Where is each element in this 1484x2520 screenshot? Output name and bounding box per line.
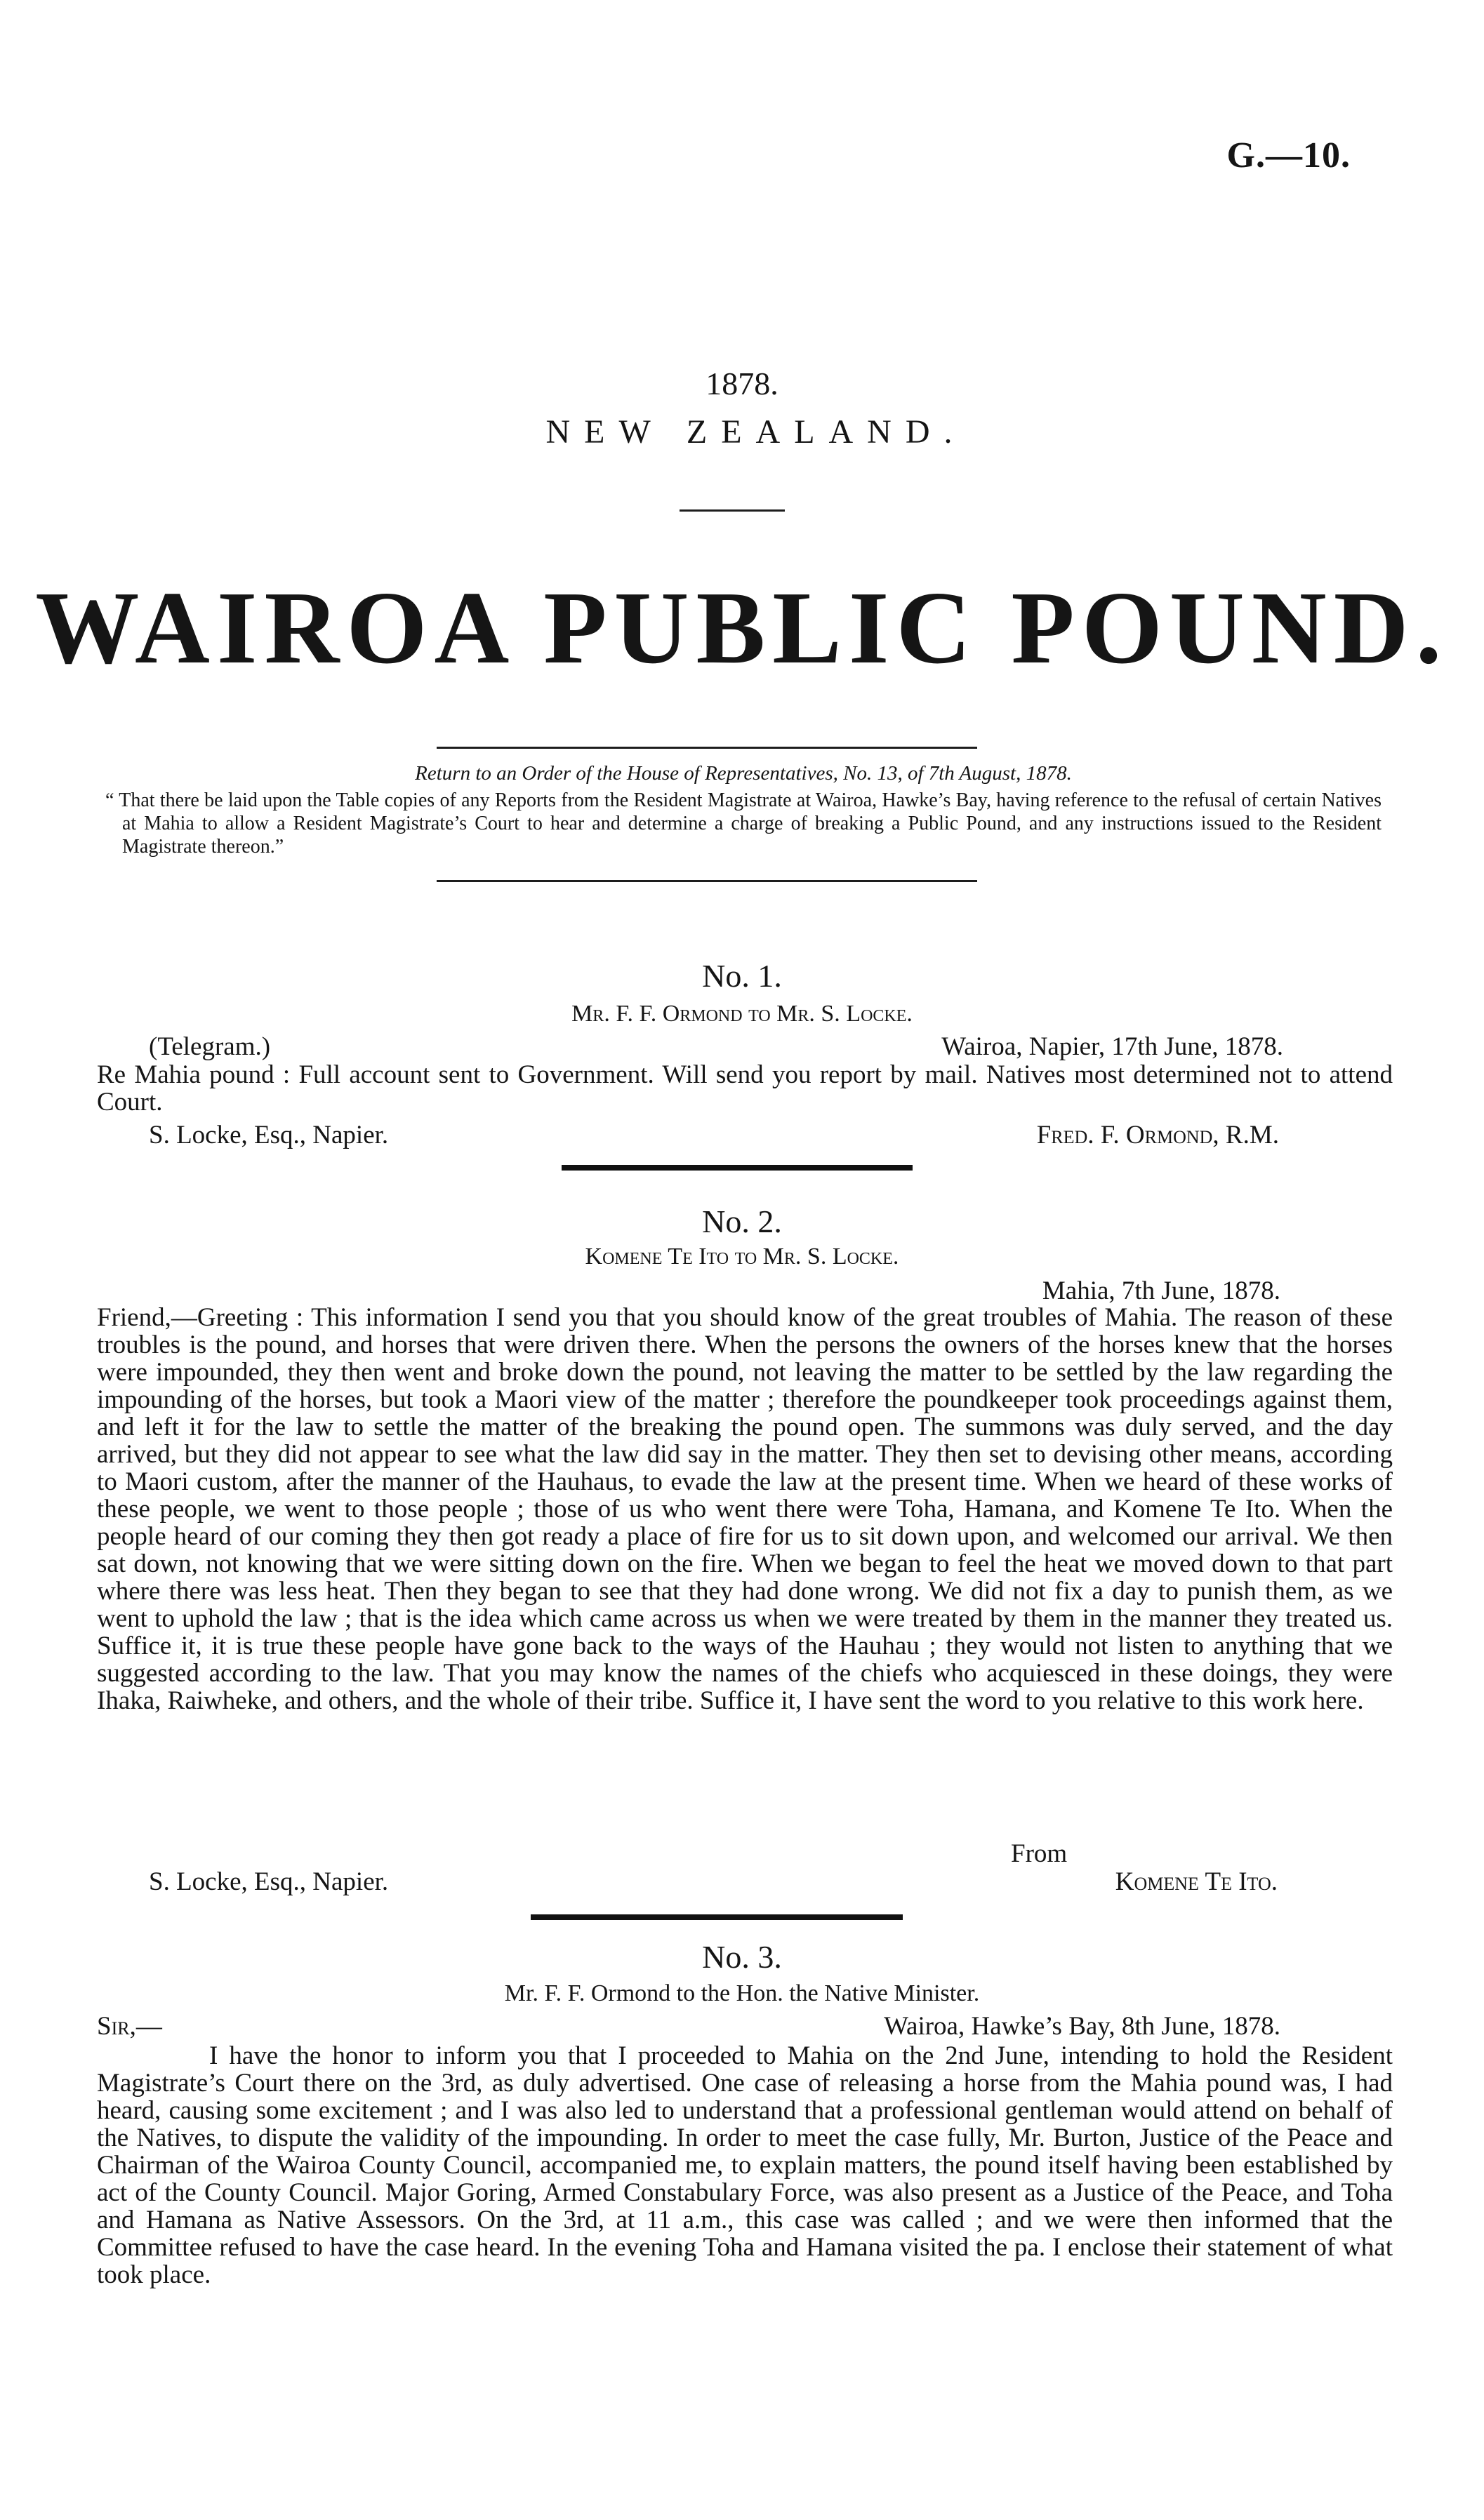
section-number: No. 1. [702, 958, 782, 994]
document-code: G.—10. [1226, 135, 1351, 175]
body-paragraph: I have the honor to inform you that I proceeded to Mahia on the 2nd June, intending to hold the Resident Magistrate’s Court there on the 3rd, as duly advertised. One case of releasing a horse from the Mahia pound was, I had heard, causing some excitement ; and I was also led to understand that a professional gentleman would attend on behalf of the Natives, to dispute the validity of the impounding. In order to meet the case fully, Mr. Burton, Justice of the Peace and Chairman of the Wairoa County Council, accompanied me, to explain matters, the pound itself having been established by act of the County Council. Major Goring, Armed Constabulary Force, was also present as a Justice of the Peace, and Toha and Hamana as Native Assessors. On the 3rd, at 11 a.m., this case was called ; and we were then informed that the Committee refused to have the case heard. In the evening Toha and Hamana visited the pa. I enclose their statement of what took place. [97, 2041, 1393, 2289]
order-quote: “ That there be laid upon the Table copies of any Reports from the Resident Magistrate at Wairoa, Hawke’s Bay, having reference to the refusal of certain Natives at Mahia to allow a Resident Magistrate’s Court to hear and determine a charge of breaking a Public Pound, and any instructions issued to the Resident Magistrate thereon.” [105, 789, 1382, 858]
place-date: Wairoa, Napier, 17th June, 1878. [941, 1032, 1283, 1061]
section-separator [531, 1914, 903, 1920]
signature: Fred. F. Ormond, R.M. [1036, 1121, 1279, 1149]
section-number: No. 3. [702, 1939, 782, 1975]
addressee: S. Locke, Esq., Napier. [149, 1121, 389, 1149]
letter-body [97, 1061, 1393, 1116]
place-date: Wairoa, Hawke’s Bay, 8th June, 1878. [884, 2012, 1280, 2041]
addressee: S. Locke, Esq., Napier. [149, 1867, 389, 1896]
section-heading: Mr. F. F. Ormond to Mr. S. Locke. [571, 1001, 913, 1027]
order-rule-top [437, 747, 977, 749]
year: 1878. [705, 366, 779, 401]
letter-body [97, 2042, 1393, 2288]
section-heading: Mr. F. F. Ormond to the Hon. the Native Minister. [504, 1980, 980, 2006]
body-paragraph: Re Mahia pound : Full account sent to Government. Will send you report by mail. Natives most determined not to attend Court. [97, 1060, 1393, 1116]
section-number: No. 2. [702, 1204, 782, 1239]
telegram-label: (Telegram.) [149, 1032, 271, 1061]
signature: Komene Te Ito. [1115, 1867, 1278, 1896]
letter-body [97, 1304, 1393, 1714]
section-heading: Komene Te Ito to Mr. S. Locke. [585, 1244, 899, 1269]
order-title: Return to an Order of the House of Representatives, No. 13, of 7th August, 1878. [415, 762, 1072, 785]
title-divider-short [680, 509, 785, 512]
body-paragraph: Friend,—Greeting : This information I send you that you should know of the great troubles of Mahia. The reason of these troubles is the pound, and horses that were driven there. When the persons the owners of the horses knew that the horses were impounded, they then went and broke down the pound, not leaving the matter to be settled by the law regarding the impounding of the horses, but took a Maori view of the matter ; therefore the poundkeeper took proceedings against them, and left it for the law to settle the matter of the breaking the pound open. The summons was duly served, and the day arrived, but they did not appear to see what the law did say in the matter. They then set to devising other means, according to Maori custom, after the manner of the Hauhaus, to evade the law at the present time. When we heard of these works of these people, we went to those people ; those of us who went there were Toha, Hamana, and Komene Te Ito. When the people heard of our coming they then got ready a place of fire for us to sit down upon, and welcomed our arrival. We then sat down, not knowing that we were sitting down on the fire. When we began to feel the heat we moved down to that part where there was less heat. Then they began to see that they had done wrong. We did not fix a day to punish them, as we went to uphold the law ; that is the idea which came across us when we were treated by them in the manner they treated us. Suffice it, it is true these people have gone back to the ways of the Hauhau ; they would not listen to anything that we suggested according to the law. That you may know the names of the chiefs who acquiesced in these doings, they were Ihaka, Raiwheke, and others, and the whole of their tribe. Suffice it, I have sent the word to you relative to this work here. [97, 1303, 1393, 1715]
section-separator [562, 1165, 913, 1171]
country: NEW ZEALAND. [545, 413, 967, 451]
page-title: WAIROA PUBLIC POUND. [35, 571, 1449, 686]
closing: From [1011, 1839, 1068, 1868]
order-rule-bottom [437, 880, 977, 882]
place-date: Mahia, 7th June, 1878. [1042, 1276, 1280, 1305]
salutation: Sir,— [97, 2012, 162, 2041]
